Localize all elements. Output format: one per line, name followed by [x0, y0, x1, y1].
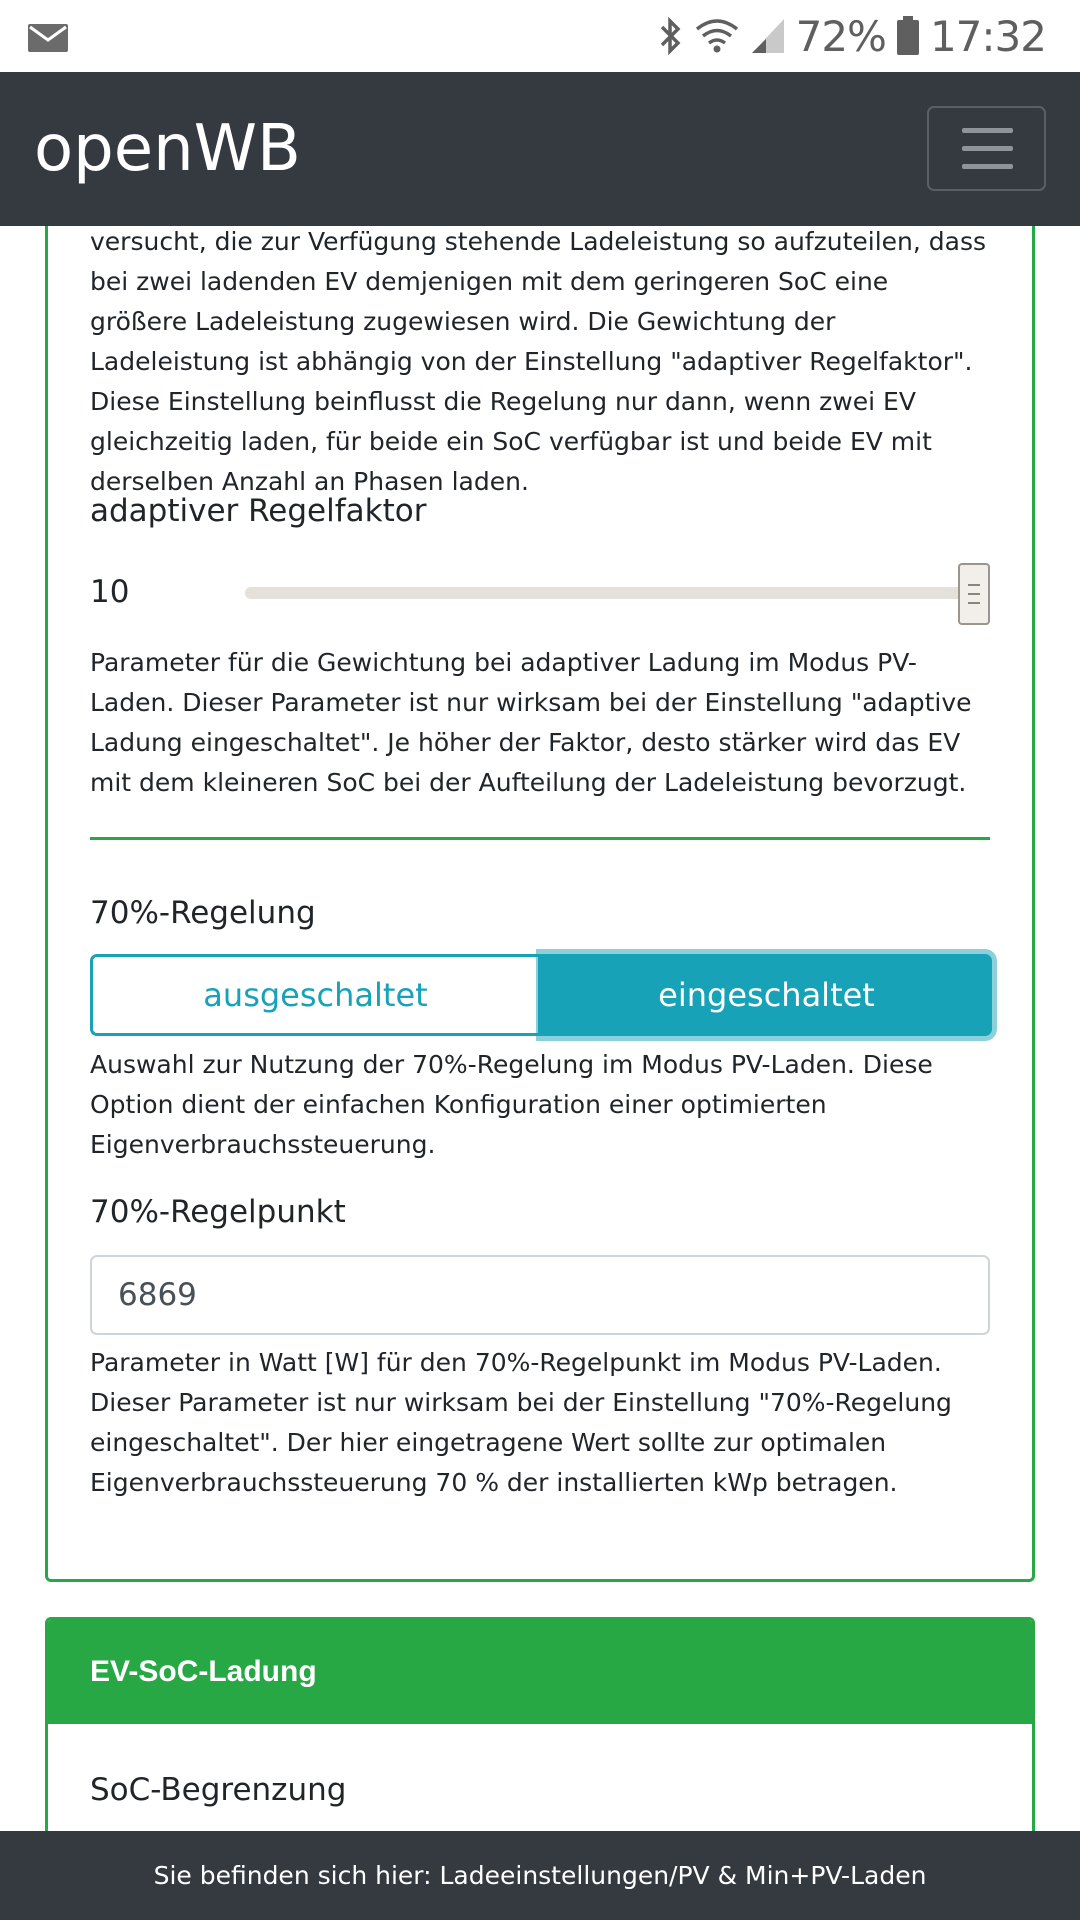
adaptive-charging-description: versucht, die zur Verfügung stehende Ladeleistung so aufzuteilen, dass bei zwei ladenden EV demjenigen mit dem geringeren SoC eine größere Ladeleistung zugewiesen wird. Die Gewichtung der Ladeleistung ist abhängig von der Einstellung "adaptiver Regelfaktor". Diese Einstellung beinflusst die Regelung nur dann, wenn zwei EV gleichzeitig laden, für beide ein SoC verfügbar ist und beide EV mit derselben Anzahl an Phasen laden. [90, 227, 986, 496]
soc-limit-label: SoC-Begrenzung [90, 1772, 347, 1808]
regelpunkt70-label: 70%-Regelpunkt [90, 1194, 346, 1230]
status-bar [0, 0, 1080, 72]
regelfaktor-value: 10 [90, 574, 130, 610]
regelung70-toggle-group [90, 954, 992, 1036]
regelfaktor-help-text: Parameter für die Gewichtung bei adaptiver Ladung im Modus PV-Laden. Dieser Parameter ist nur wirksam bei der Einstellung "adaptive Ladung eingeschaltet". Je höher der Faktor, desto stärker wird das EV mit dem kleineren SoC bei der Aufteilung der Ladeleistung bevorzugt. [90, 648, 972, 797]
regelung70-off-button[interactable]: ausgeschaltet [90, 954, 541, 1036]
menu-toggle-button[interactable] [927, 106, 1046, 191]
regelfaktor-slider-handle[interactable] [958, 563, 990, 625]
regelfaktor-label: adaptiver Regelfaktor [90, 493, 427, 529]
signal-icon [750, 17, 786, 55]
wifi-icon [694, 17, 740, 55]
regelpunkt70-input[interactable]: 6869 [90, 1255, 990, 1335]
clock: 17:32 [929, 11, 1046, 61]
regelpunkt70-help-text: Parameter in Watt [W] für den 70%-Regelpunkt im Modus PV-Laden. Dieser Parameter ist nur wirksam bei der Einstellung "70%-Regelung eingeschaltet". Der hier eingetragene Wert sollte zur optimalen Eigenverbrauchssteuerung 70 % der installierten kWp betragen. [90, 1348, 952, 1497]
section-divider [90, 837, 990, 840]
battery-icon [896, 16, 920, 56]
regelung70-label: 70%-Regelung [90, 895, 316, 931]
navbar [0, 72, 1080, 226]
regelung70-on-button[interactable]: eingeschaltet [541, 954, 992, 1036]
bluetooth-icon [658, 16, 684, 56]
regelung70-help-text: Auswahl zur Nutzung der 70%-Regelung im Modus PV-Laden. Diese Option dient der einfachen Konfiguration einer optimierten Eigenverbrauchssteuerung. [90, 1050, 933, 1159]
mail-icon [28, 24, 68, 52]
brand-logo-text[interactable]: openWB [34, 112, 301, 186]
ev-soc-card-header: EV-SoC-Ladung [48, 1620, 1032, 1724]
battery-percent: 72% [795, 11, 886, 61]
regelfaktor-slider-track[interactable] [245, 587, 990, 599]
footer-breadcrumb: Sie befinden sich hier: Ladeeinstellungen/PV & Min+PV-Laden [0, 1831, 1080, 1920]
